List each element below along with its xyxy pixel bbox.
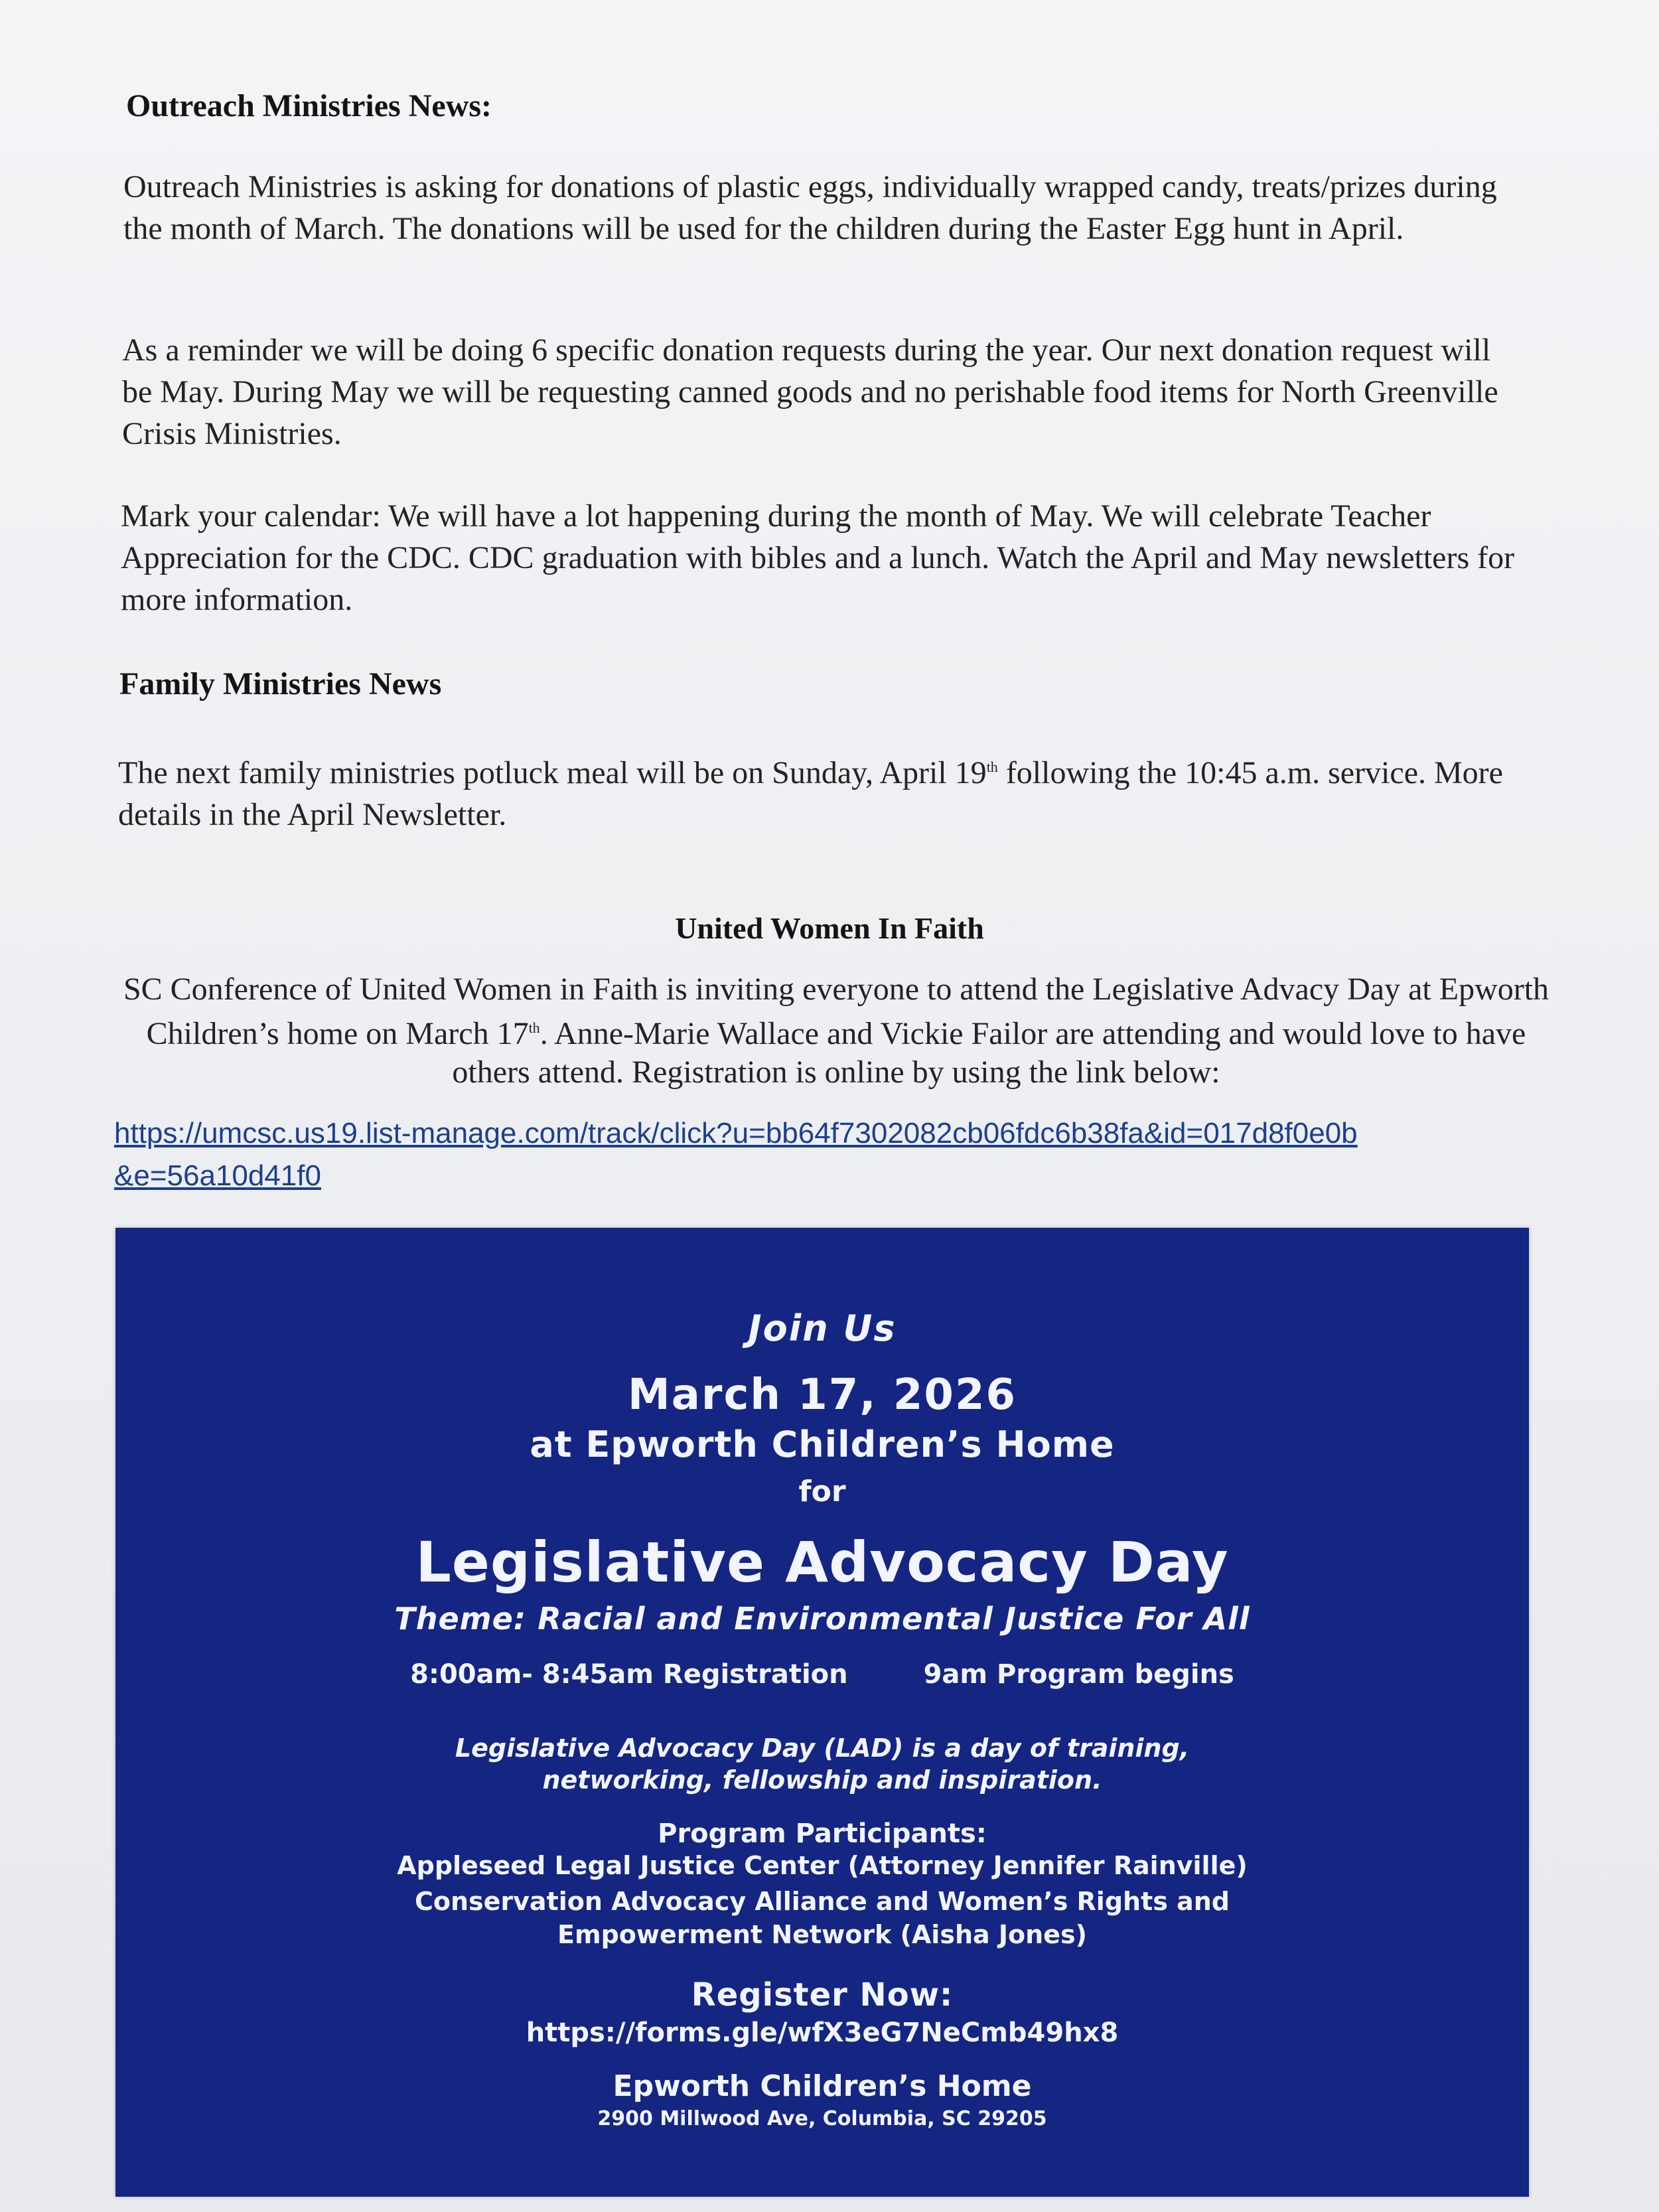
flyer-address: 2900 Millwood Ave, Columbia, SC 29205: [597, 2107, 1047, 2130]
flyer-event-title: Legislative Advocacy Day: [415, 1530, 1229, 1595]
uwf-paragraph: [113, 970, 1559, 1092]
outreach-paragraph-2: As a reminder we will be doing 6 specific donation requests during the year. Our next donation request will be May. During May we will be requesting canned goods and no perishable food items for North Greenville Crisis Ministries.: [122, 332, 1498, 451]
flyer-for: for: [798, 1475, 846, 1509]
family-heading: Family Ministries News: [119, 666, 442, 701]
flyer-location: at Epworth Children’s Home: [530, 1424, 1115, 1465]
lad-flyer: [115, 1228, 1529, 2197]
flyer-venue: Epworth Children’s Home: [613, 2069, 1032, 2103]
flyer-program-time: 9am Program begins: [923, 1659, 1234, 1690]
outreach-paragraph-3: Mark your calendar: We will have a lot happening during the month of May. We will celebrate Teacher Appreciation for the CDC. CDC graduation with bibles and a lunch. Watch the April and May newsletters for more information.: [121, 498, 1515, 617]
flyer-participant: Appleseed Legal Justice Center (Attorney Jennifer Rainville): [397, 1851, 1248, 1880]
family-text-end: following the 10:45 a.m. service. More details in the April Newsletter.: [118, 755, 1503, 832]
outreach-paragraph-1: Outreach Ministries is asking for donations of plastic eggs, individually wrapped candy, treats/prizes during the month of March. The donations will be used for the children during the Easter Egg hunt in April.: [123, 169, 1497, 246]
family-ordinal: th: [986, 759, 998, 775]
flyer-times: [115, 1659, 1529, 1690]
uwf-text-start: SC Conference of United Women in Faith is inviting everyone to attend the Legislative Advacy Day at Epworth Children’s home on March 17: [123, 972, 1550, 1051]
family-text-start: The next family ministries potluck meal will be on Sunday, April 19: [118, 755, 987, 790]
flyer-date: March 17, 2026: [628, 1370, 1017, 1420]
family-paragraph: [118, 746, 1518, 836]
flyer-register-heading: Register Now:: [691, 1976, 954, 2014]
flyer-theme: Theme: Racial and Environmental Justice For All: [394, 1601, 1250, 1637]
flyer-register-url[interactable]: https://forms.gle/wfX3eG7NeCmb49hx8: [526, 2018, 1119, 2048]
outreach-heading: Outreach Ministries News:: [126, 88, 492, 123]
uwf-text-end: . Anne-Marie Wallace and Vickie Failor are attending and would love to have others attend. Registration is online by using the link below:: [452, 1016, 1526, 1090]
registration-link[interactable]: https://umcsc.us19.list-manage.com/track/click?u=bb64f7302082cb06fdc6b38fa&id=017d8f0e0b&e=56a10d41f0: [114, 1117, 1358, 1192]
flyer-join-us: Join Us: [748, 1307, 897, 1349]
uwf-ordinal: th: [528, 1019, 540, 1036]
uwf-title: United Women In Faith: [675, 911, 984, 945]
flyer-participants-heading: Program Participants:: [658, 1818, 987, 1849]
flyer-registration-time: 8:00am- 8:45am Registration: [410, 1659, 848, 1690]
flyer-participant: Conservation Advocacy Alliance and Women’s Rights and Empowerment Network (Aisha Jones): [414, 1887, 1230, 1949]
flyer-description: Legislative Advocacy Day (LAD) is a day of training, networking, fellowship and inspiration.: [455, 1733, 1190, 1795]
